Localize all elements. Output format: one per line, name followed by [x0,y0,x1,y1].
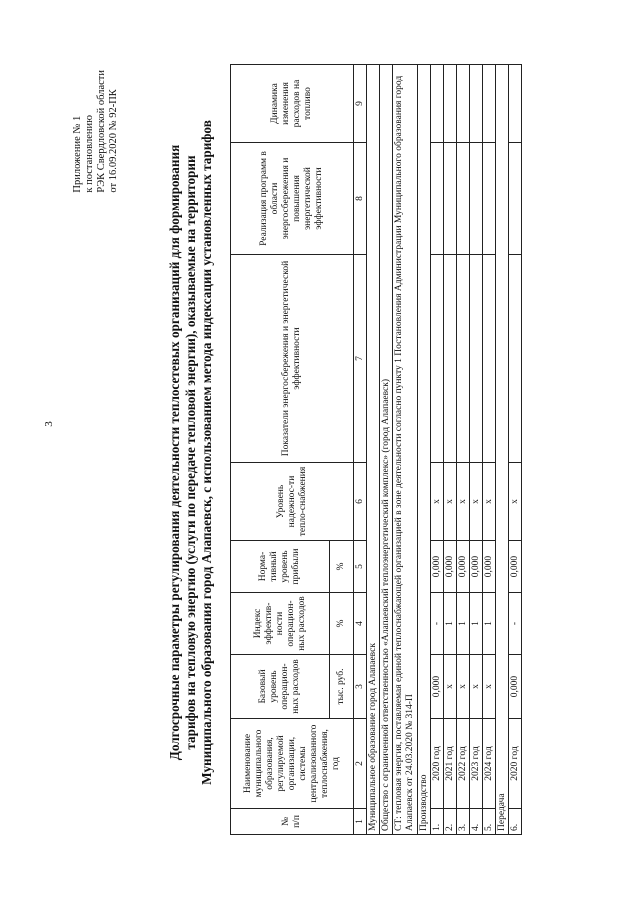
col-number: 6 [354,463,367,541]
col-number: 2 [354,719,367,809]
row-norm: 0,000 [483,541,496,593]
table-row [431,65,444,835]
col-number: 7 [354,255,367,463]
row-num: 6. [509,809,522,835]
table-row [444,65,457,835]
title-line: тарифов на тепловую энергию (услуги по передаче тепловой энергии), оказываемые на территории [183,155,198,750]
rotated-sheet [2,30,562,875]
row-norm: 0,000 [457,541,470,593]
row-reliability: x [457,463,470,541]
row-index: 1 [444,593,457,655]
row-dynamics [470,65,483,143]
table-row [483,65,496,835]
row-programs [457,143,470,255]
row-num: 3. [457,809,470,835]
appendix-line: к постановлению [84,115,95,193]
title-line: Муниципального образования город Алапаевск, с использованием метода индексации установленных тарифов [199,120,214,785]
organization-name: Общество с ограниченной ответственностью «Алапаевский теплоэнергетический комплекс» (город Алапаевск) [380,65,393,835]
row-norm: 0,000 [444,541,457,593]
header-num: № п/п [231,809,354,835]
row-base: x [444,655,457,719]
page-number: 3 [42,421,55,427]
appendix-line: от 16.09.2020 № 92-ПК [108,89,119,193]
row-dynamics [483,65,496,143]
unit-index: % [330,593,354,655]
row-year: 2020 год [509,719,522,809]
row-num: 2. [444,809,457,835]
appendix-header [72,70,120,193]
row-base: 0,000 [509,655,522,719]
row-num: 5. [483,809,496,835]
header-programs: Реализация программ в области энергосбережения и повышения энергетической эффективности [231,143,354,255]
row-energy [483,255,496,463]
system-name: СТ: тепловая энергия, поставляемая единой теплоснабжающей организацией в зоне деятельности согласно пункту 1 Постановления Администрации Муниципального образования город Алапаевск от 24.03.2020 № 314-П [393,65,418,835]
row-year: 2021 год [444,719,457,809]
row-programs [483,143,496,255]
row-dynamics [457,65,470,143]
col-number: 1 [354,809,367,835]
row-year: 2024 год [483,719,496,809]
header-reliability: Уровень надежнос-ти тепло-снабжения [231,463,354,541]
row-dynamics [509,65,522,143]
table-row [509,65,522,835]
row-programs [431,143,444,255]
municipality-row [367,65,380,835]
appendix-line: РЭК Свердловской области [96,70,107,193]
row-year: 2023 год [470,719,483,809]
column-number-row [354,65,367,835]
unit-base: тыс. руб. [330,655,354,719]
row-base: x [457,655,470,719]
row-reliability: x [483,463,496,541]
appendix-line: Приложение № 1 [72,115,83,193]
title-line: Долгосрочные параметры регулирования деятельности теплосетевых организаций для формирования [167,144,182,761]
row-index: - [431,593,444,655]
row-base: x [483,655,496,719]
row-reliability: x [509,463,522,541]
system-row [393,65,418,835]
row-base: x [470,655,483,719]
section-row [418,65,431,835]
row-year: 2022 год [457,719,470,809]
col-number: 5 [354,541,367,593]
header-index: Индекс эффектив-ности операцион-ных расходов [231,593,330,655]
col-number: 3 [354,655,367,719]
header-norm: Норма-тивный уровень прибыли [231,541,330,593]
row-index: 1 [470,593,483,655]
row-energy [470,255,483,463]
table-row [457,65,470,835]
row-year: 2020 год [431,719,444,809]
row-dynamics [444,65,457,143]
section-transfer: Передача [496,65,509,835]
col-number: 9 [354,65,367,143]
row-index: 1 [457,593,470,655]
col-number: 4 [354,593,367,655]
row-reliability: x [444,463,457,541]
section-production: Производство [418,65,431,835]
row-num: 1. [431,809,444,835]
row-programs [509,143,522,255]
parameters-table [230,64,522,835]
row-norm: 0,000 [431,541,444,593]
row-index: - [509,593,522,655]
row-energy [444,255,457,463]
row-programs [470,143,483,255]
row-base: 0,000 [431,655,444,719]
row-norm: 0,000 [470,541,483,593]
row-norm: 0,000 [509,541,522,593]
row-num: 4. [470,809,483,835]
header-base: Базовый уровень операцион-ных расходов [231,655,330,719]
header-name: Наименование муниципального образования, регулируемой организации, системы централизованного теплоснабжения, год [231,719,354,809]
header-energy: Показатели энергосбережения и энергетической эффективности [231,255,354,463]
row-energy [431,255,444,463]
organization-row [380,65,393,835]
row-dynamics [431,65,444,143]
row-reliability: x [431,463,444,541]
table-row [470,65,483,835]
row-reliability: x [470,463,483,541]
row-energy [509,255,522,463]
row-index: 1 [483,593,496,655]
header-row [231,65,330,835]
municipality-name: Муниципальное образование город Алапаевск [367,65,380,835]
section-row [496,65,509,835]
header-dynamics: Динамика изменения расходов на топливо [231,65,354,143]
row-programs [444,143,457,255]
document-title [167,30,215,875]
col-number: 8 [354,143,367,255]
unit-norm: % [330,541,354,593]
row-energy [457,255,470,463]
